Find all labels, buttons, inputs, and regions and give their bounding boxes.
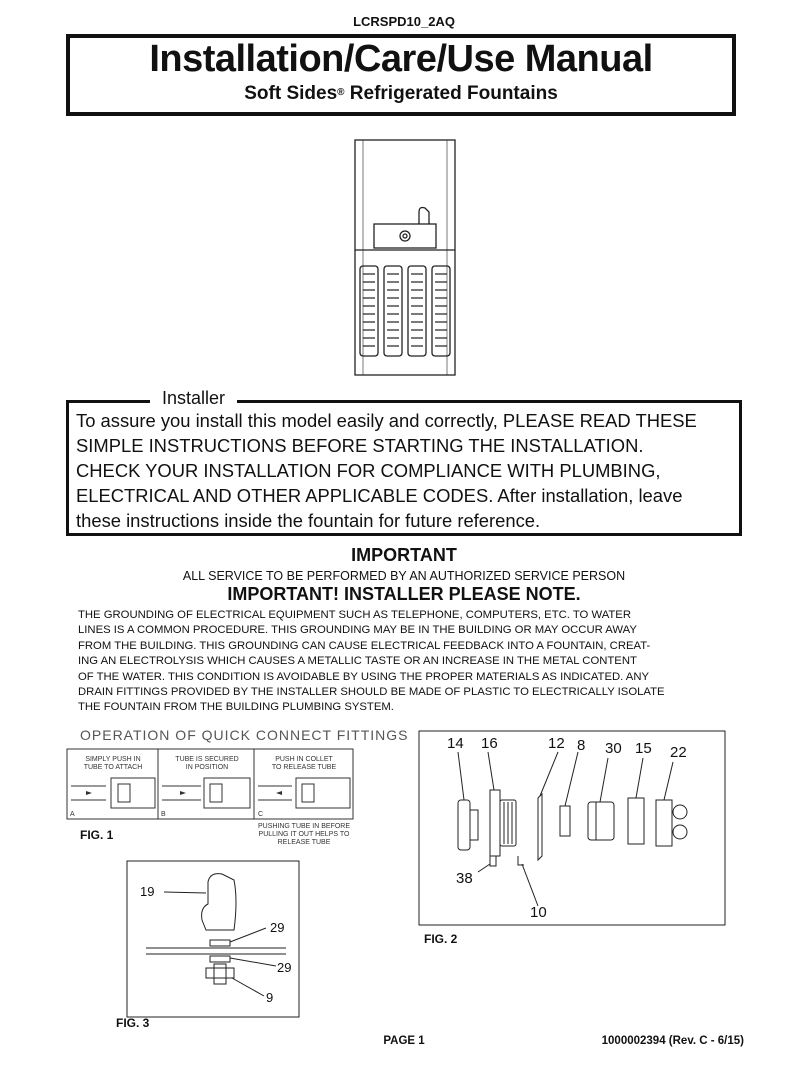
warning-line: FROM THE BUILDING. THIS GROUNDING CAN CAUSE ELECTRICAL FEEDBACK INTO A FOUNTAIN, CREAT- bbox=[78, 639, 651, 652]
fountain-basin bbox=[374, 224, 436, 248]
fig2-callout-10: 10 bbox=[530, 904, 547, 921]
fig2-callout-38: 38 bbox=[456, 870, 473, 887]
registered-mark: ® bbox=[337, 87, 345, 98]
instruction-line: ELECTRICAL AND OTHER APPLICABLE CODES. After installation, leave bbox=[76, 485, 683, 506]
document-revision: 1000002394 (Rev. C - 6/15) bbox=[601, 1035, 744, 1047]
fig1-caption-a bbox=[70, 756, 156, 772]
fig1-caption-c bbox=[256, 756, 352, 772]
subtitle-rest: Refrigerated Fountains bbox=[344, 83, 558, 104]
fig2-callout-22: 22 bbox=[670, 744, 687, 761]
fig1-panel-b: B bbox=[161, 811, 166, 818]
installer-instructions bbox=[76, 408, 740, 533]
warning-line: ING AN ELECTROLYSIS WHICH CAUSES A METALLIC TASTE OR AN INCREASE IN THE METAL CONTENT bbox=[78, 655, 637, 668]
fountain-illustration bbox=[340, 138, 470, 378]
fountain-cabinet bbox=[355, 140, 455, 375]
caption-line: TO RELEASE TUBE bbox=[271, 764, 337, 771]
page-number: PAGE 1 bbox=[383, 1035, 425, 1047]
warning-line: THE GROUNDING OF ELECTRICAL EQUIPMENT SUCH AS TELEPHONE, COMPUTERS, ETC. TO WATER bbox=[78, 609, 631, 621]
fig2-callout-30: 30 bbox=[605, 740, 622, 757]
caption-line: TUBE IS SECURED bbox=[175, 756, 239, 763]
installer-note-heading: IMPORTANT! INSTALLER PLEASE NOTE. bbox=[227, 584, 581, 604]
fig2-label: FIG. 2 bbox=[424, 932, 458, 946]
caption-line: TUBE TO ATTACH bbox=[83, 764, 143, 771]
fig2-callout-14: 14 bbox=[447, 735, 464, 752]
fig2-callout-15: 15 bbox=[635, 740, 652, 757]
document-code: LCRSPD10_2AQ bbox=[353, 14, 455, 29]
warning-line: THE FOUNTAIN FROM THE BUILDING PLUMBING SYSTEM. bbox=[78, 701, 394, 714]
instruction-line: CHECK YOUR INSTALLATION FOR COMPLIANCE WITH PLUMBING, bbox=[76, 460, 661, 481]
warning-line: LINES IS A COMMON PROCEDURE. THIS GROUNDING MAY BE IN THE BUILDING OR MAY OCCUR AWAY bbox=[78, 624, 637, 637]
warning-line: OF THE WATER. THIS CONDITION IS AVOIDABLE BY USING THE PROPER MATERIALS AS INDICATED. ANY bbox=[78, 670, 650, 683]
caption-line: PUSH IN COLLET bbox=[275, 756, 333, 763]
installer-label: Installer bbox=[150, 388, 237, 409]
subtitle-brand: Soft Sides bbox=[244, 83, 338, 104]
fig1-title: OPERATION OF QUICK CONNECT FITTINGS bbox=[80, 727, 409, 743]
fig3-callout-19: 19 bbox=[140, 884, 155, 899]
instruction-line: To assure you install this model easily and correctly, PLEASE READ THESE bbox=[76, 410, 697, 431]
note-line: RELEASE TUBE bbox=[277, 839, 331, 846]
grille-vent bbox=[408, 266, 426, 356]
fig2-callout-16: 16 bbox=[481, 735, 498, 752]
instruction-line: SIMPLE INSTRUCTIONS BEFORE STARTING THE INSTALLATION. bbox=[76, 435, 644, 456]
caption-line: SIMPLY PUSH IN bbox=[85, 756, 141, 763]
fig3-callout-29: 29 bbox=[277, 960, 292, 975]
fig1-bottom-note bbox=[252, 823, 356, 847]
note-line: PUSHING TUBE IN BEFORE bbox=[257, 823, 351, 830]
fig2-callout-12: 12 bbox=[548, 735, 565, 752]
page-title: Installation/Care/Use Manual bbox=[149, 38, 653, 80]
warning-line: DRAIN FITTINGS PROVIDED BY THE INSTALLER SHOULD BE MADE OF PLASTIC TO ELECTRICALLY ISOLATE bbox=[78, 686, 665, 699]
grounding-warning bbox=[78, 608, 738, 716]
fig1-caption-b bbox=[160, 756, 254, 772]
fig3-callout-29: 29 bbox=[270, 920, 285, 935]
service-note: ALL SERVICE TO BE PERFORMED BY AN AUTHORIZED SERVICE PERSON bbox=[182, 569, 626, 583]
instruction-line: these instructions inside the fountain for future reference. bbox=[76, 510, 541, 531]
fig1-panel-c: C bbox=[258, 811, 264, 818]
fig2-exploded-diagram bbox=[418, 730, 726, 940]
fig1-label: FIG. 1 bbox=[80, 828, 114, 842]
important-heading: IMPORTANT bbox=[351, 545, 457, 565]
fig1-panel-a: A bbox=[70, 811, 75, 818]
fig3-callout-9: 9 bbox=[266, 990, 274, 1005]
note-line: PULLING IT OUT HELPS TO bbox=[258, 831, 350, 838]
fig3-label: FIG. 3 bbox=[116, 1016, 150, 1030]
grille-vent bbox=[384, 266, 402, 356]
caption-line: IN POSITION bbox=[185, 764, 229, 771]
page-subtitle bbox=[66, 83, 736, 105]
fig2-callout-8: 8 bbox=[577, 737, 586, 754]
